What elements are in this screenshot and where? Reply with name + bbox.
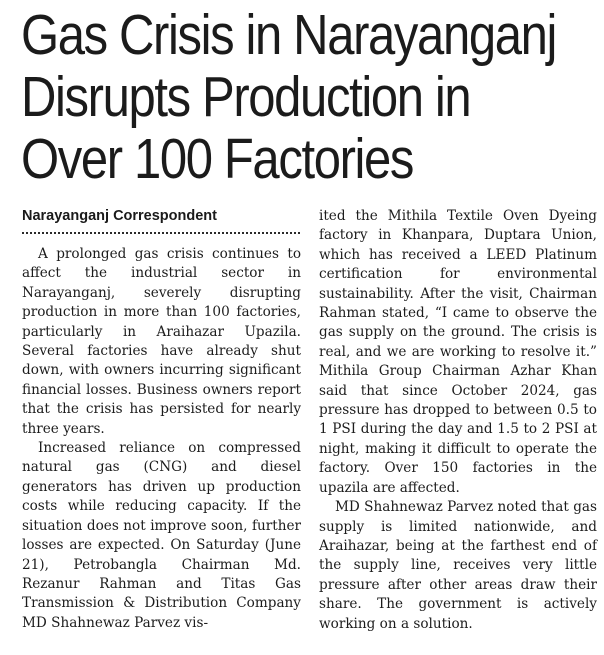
article-headline <box>21 3 557 191</box>
paragraph-2-continued: ited the Mithila Textile Oven Dyeing factory in Khanpara, Duptara Union, which has received a LEED Platinum certification for environmental sustainability. After the visit, Chairman Rahman stated, “I came to observe the gas supply on the ground. The crisis is real, and we are working to resolve it.” Mithila Group Chairman Azhar Khan said that since October 2024, gas pressure has dropped to between 0.5 to 1 PSI during the day and 1.5 to 2 PSI at night, making it difficult to operate the factory. Over 150 factories in the upazila are affected. <box>319 208 597 496</box>
paragraph-1: A prolonged gas crisis continues to affect the industrial sector in Narayanganj, severely disrupting production in more than 100 factories, particularly in Araihazar Upazila. Several factories have already shut down, with owners incurring significant financial losses. Business owners report that the crisis has persisted for nearly three years. <box>22 246 301 437</box>
headline-line-1: Gas Crisis in Narayanganj <box>21 3 557 67</box>
paragraph-2: Increased reliance on compressed natural gas (CNG) and diesel generators has driven up production costs while reducing capacity. If the situation does not improve soon, further losses are expected. On Saturday (June 21), Petrobangla Chairman Md. Rezanur Rahman and Titas Gas Transmission & Distribution Company MD Shahnewaz Parvez vis- <box>22 440 301 631</box>
article-column-left <box>22 245 301 633</box>
article-column-right <box>319 207 597 634</box>
article-byline: Narayanganj Correspondent <box>22 208 217 224</box>
headline-line-2: Disrupts Production in <box>21 65 471 129</box>
headline-line-3: Over 100 Factories <box>21 127 414 191</box>
byline-dotted-divider <box>22 232 300 234</box>
paragraph-3: MD Shahnewaz Parvez noted that gas supply is limited nationwide, and Araihazar, being at the farthest end of the supply line, receives very little pressure after other areas draw their share. The government is actively working on a solution. <box>319 499 597 632</box>
